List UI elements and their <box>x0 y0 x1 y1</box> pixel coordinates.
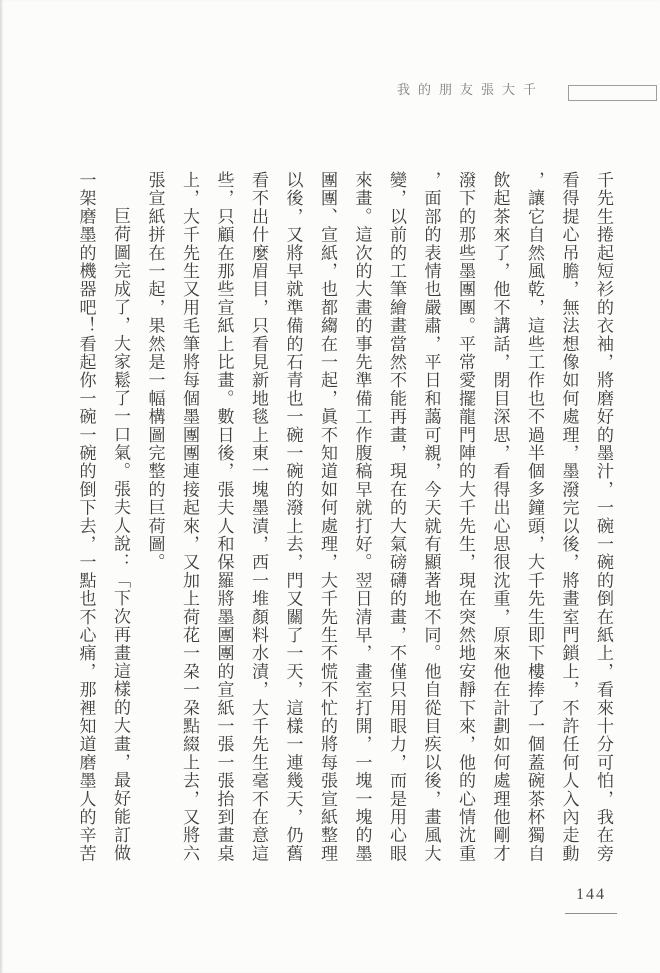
header-box <box>568 85 657 101</box>
scan-edge-shadow <box>0 0 3 973</box>
text-body <box>64 171 620 866</box>
paragraph-2: 巨荷圖完成了，大家鬆了一口氣。張夫人說：「下次再畫這樣的大畫，最好能訂做一架磨墨的機器吧！看起你一碗一碗的倒下去，一點也不心痛，那裡知道磨墨人的辛苦 <box>76 171 130 863</box>
paragraph-1: 千先生捲起短衫的衣袖，將磨好的墨汁，一碗一碗的倒在紙上，看來十分可怕，我在旁看得提心吊膽，無法想像如何處理，墨潑完以後，將畫室門鎖上，不許任何人入內走動，讓它自然風乾，這些工作也不過半個多鐘頭，大千先生即下樓捧了一個蓋碗茶杯獨自飲起茶來了，他不講話，閉目深思，看得出心思很沈重，原來他在計劃如何處理他剛才潑下的那些墨團團。平常愛擺龍門陣的大千先生，現在突然地安靜下來，他的心情沈重，面部的表情也嚴肅，平日和藹可親，今天就有顯著地不同。他自從目疾以後，畫風大變，以前的工筆繪畫當然不能再畫，現在的大氣磅礴的畫，不僅只用眼力，而是用心眼來畫。這次的大畫的事先準備工作腹稿早就打好。翌日清早，畫室打開，一塊一塊的墨團團、宣紙，也都縐在一起，眞不知道如何處理，大千先生不慌不忙的將每張宣紙整理以後，又將早就準備的石青也一碗一碗的潑上去，門又關了一天，這樣一連幾天，仍舊看不出什麼眉目，只看見新地毯上東一塊墨漬，西一堆顏料水漬，大千先生毫不在意這些，只顧在那些宣紙上比畫。數日後，張夫人和保羅將墨團團的宣紙一張一張抬到畫桌上，大千先生又用毛筆將每個墨團團連接起來，又加上荷花一朶一朶點綴上去，又將六張宣紙拼在一起，果然是一幅構圖完整的巨荷圖。 <box>145 171 613 863</box>
page-number-rule <box>565 913 617 914</box>
page-number: 144 <box>576 886 606 903</box>
running-head-title: 我的朋友張大千 <box>396 82 544 97</box>
